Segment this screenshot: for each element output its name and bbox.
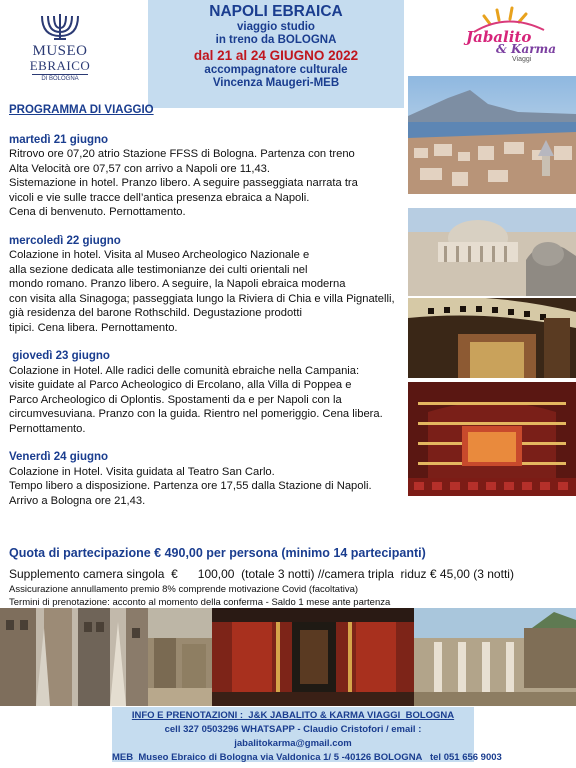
agency-logo-line3: Viaggi: [512, 56, 532, 63]
header-guide-role: accompagnatore culturale: [204, 63, 348, 76]
museo-ebraico-logo: [14, 8, 106, 82]
header-dates: dal 21 al 24 GIUGNO 2022: [193, 48, 359, 64]
museo-logo-line2: EBRAICO: [29, 58, 91, 73]
day-line: Pernottamento.: [9, 422, 86, 435]
photo-synagogue: [408, 298, 576, 378]
footer-info-heading: INFO E PRENOTAZIONI : J&K JABALITO & KARMA VIAGGI BOLOGNA: [131, 710, 455, 721]
footer-contacts: cell 327 0503296 WHATSAPP - Claudio Cristofori / email : jabalitokarma@gmail.com: [164, 724, 422, 749]
photo-teatro-san-carlo: [408, 382, 576, 496]
photo-villa-poppea-fresco: [212, 608, 414, 706]
photo-herculaneum: [148, 608, 212, 706]
day-line: Colazione in Hotel. Visita guidata al Teatro San Carlo.: [9, 465, 275, 478]
day-heading: mercoledì 22 giugno: [9, 234, 121, 247]
header-guide-name: Vincenza Maugeri-MEB: [212, 76, 340, 89]
program-title: PROGRAMMA DI VIAGGIO: [9, 104, 154, 116]
day-line: Ritrovo ore 07,20 atrio Stazione FFSS di Bologna. Partenza con treno: [9, 148, 355, 160]
day-line: Tempo libero a disposizione. Partenza ore 17,55 dalla Stazione di Napoli.: [9, 480, 372, 492]
day-line: Colazione in Hotel. Alle radici delle comunità ebraiche nella Campania:: [9, 364, 360, 377]
photo-oplontis-ruins: [414, 608, 576, 706]
header-subtitle-1: viaggio studio: [237, 20, 315, 33]
day-line: Cena di benvenuto. Pernottamento.: [9, 206, 186, 218]
quota-partecipazione: Quota di partecipazione € 490,00 per persona (minimo 14 partecipanti): [9, 546, 426, 560]
day-line: mondo romano. Pranzo libero. A seguire, la Napoli ebraica moderna: [9, 278, 346, 290]
agency-logo-line1: Jabalito: [466, 28, 532, 46]
museo-logo-line1: MUSEO: [32, 43, 88, 59]
day-line: alla sezione dedicata alle testimonianze dei culti orientali nel: [9, 263, 308, 276]
jabalito-karma-logo: [452, 6, 562, 66]
day-heading: martedì 21 giugno: [9, 133, 109, 146]
photo-piazza-plebiscito: [408, 208, 576, 296]
day-line: circumvesuviana. Pranzo con la guida. Rientro nel pomeriggio. Cena libera.: [9, 408, 383, 420]
day-line: già residenza del barone Rothschild. Degustazione prodotti: [9, 307, 302, 319]
day-line: vicoli e vie sulle tracce dell’antica presenza ebraica a Napoli.: [9, 191, 310, 204]
day-line: Alta Velocità ore 07,57 con arrivo a Napoli ore 11,43.: [9, 162, 270, 175]
termini-prenotazione: Termini di prenotazione: acconto al momento della conferma - Saldo 1 mese ante partenza: [9, 597, 391, 608]
day-line: Sistemazione in hotel. Pranzo libero. A seguire passeggiata narrata tra: [9, 177, 358, 189]
agency-logo-line2: & Karma: [496, 42, 557, 56]
photo-naples-alleys: [0, 608, 148, 706]
day-heading: giovedì 23 giugno: [9, 350, 110, 362]
day-line: Colazione in hotel. Visita al Museo Archeologico Nazionale e: [9, 249, 310, 261]
day-line: Arrivo a Bologna ore 21,43.: [9, 494, 146, 507]
page-title: NAPOLI EBRAICA: [209, 3, 343, 20]
museo-logo-line3: DI BOLOGNA: [32, 74, 88, 82]
day-line: tipici. Cena libera. Pernottamento.: [9, 321, 178, 334]
footer-info-box: [112, 707, 502, 763]
photo-naples-bay: [408, 76, 576, 194]
supplemento-camera: Supplemento camera singola € 100,00 (totale 3 notti) //camera tripla riduz € 45,00 (3 notti): [9, 567, 514, 581]
program-section: [9, 103, 407, 508]
header-subtitle-2: in treno da BOLOGNA: [215, 34, 337, 47]
day-line: con visita alla Sinagoga; passeggiata lungo la Riviera di Chia e villa Pignatelli,: [9, 292, 395, 305]
menorah-icon: [14, 8, 106, 42]
header-box: [148, 0, 404, 108]
day-heading: Venerdì 24 giugno: [9, 451, 109, 463]
day-line: Parco Archeologico di Oplontis. Spostamenti da e per Napoli con la: [9, 393, 342, 406]
assicurazione-note: Assicurazione annullamento premio 8% comprende motivazione Covid (facoltativa): [9, 584, 359, 595]
day-line: visite guidate al Parco Acheologico di Ercolano, alla Villa di Poppea e: [9, 379, 352, 391]
footer-museum-address: MEB Museo Ebraico di Bologna via Valdonica 1/ 5 -40126 BOLOGNA tel 051 656 9003: [112, 752, 502, 763]
